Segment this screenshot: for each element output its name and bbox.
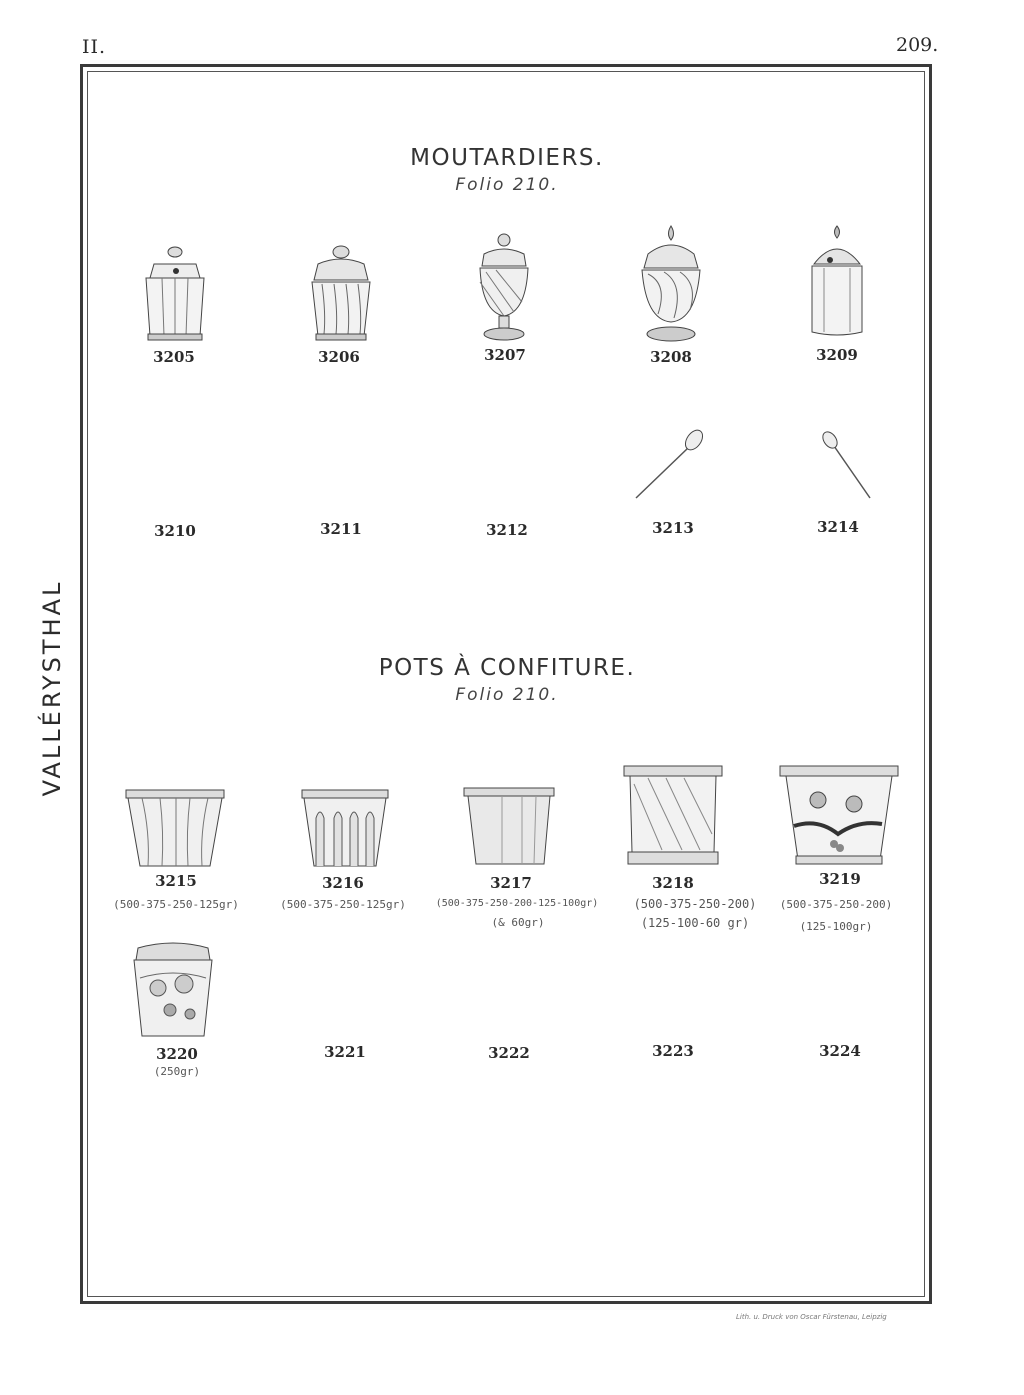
jam-pot-3217-drawing: [462, 786, 556, 868]
pots-folio: Folio 210.: [455, 685, 559, 705]
item-number-3205: 3205: [153, 348, 195, 366]
weights-3215: (500-375-250-125gr): [113, 898, 239, 911]
item-number-3216: 3216: [322, 874, 364, 892]
mustard-spoon-3213-drawing: [632, 426, 706, 502]
item-number-3217: 3217: [490, 874, 532, 892]
mustard-pot-3207-drawing: [474, 232, 534, 344]
jam-pot-3219-drawing: [778, 764, 900, 868]
item-number-3207: 3207: [484, 346, 526, 364]
moutardiers-title: MOUTARDIERS.: [410, 145, 604, 171]
weights-3218-line2: (125-100-60 gr): [640, 916, 750, 930]
mustard-pot-3208-drawing: [638, 224, 704, 344]
item-number-3210: 3210: [154, 522, 196, 540]
weights-3219-line1: (500-375-250-200): [779, 898, 893, 911]
item-number-3211: 3211: [320, 520, 362, 538]
weights-3217-line2: (& 60gr): [491, 916, 545, 929]
item-number-3219: 3219: [819, 870, 861, 888]
mustard-pot-3206-drawing: [306, 244, 376, 344]
moutardiers-folio: Folio 210.: [455, 175, 559, 195]
mustard-pot-3209-drawing: [806, 224, 868, 342]
brand-side-label: VALLÉRYSTHAL: [38, 579, 66, 797]
weights-3217-line1: (500-375-250-200-125-100gr): [435, 898, 599, 909]
weights-3218-line1: (500-375-250-200): [633, 897, 757, 911]
mustard-pot-3205-drawing: [140, 244, 210, 344]
jam-pot-3220-drawing: [130, 938, 216, 1040]
item-number-3222: 3222: [488, 1044, 530, 1062]
item-number-3209: 3209: [816, 346, 858, 364]
item-number-3220: 3220: [156, 1045, 198, 1063]
item-number-3212: 3212: [486, 521, 528, 539]
item-number-3214: 3214: [817, 518, 859, 536]
item-number-3223: 3223: [652, 1042, 694, 1060]
jam-pot-3216-drawing: [300, 788, 390, 870]
pots-title: POTS À CONFITURE.: [378, 655, 636, 681]
printer-credit: Lith. u. Druck von Oscar Fürstenau, Leipzig: [736, 1313, 887, 1321]
item-number-3224: 3224: [819, 1042, 861, 1060]
weights-3219-line2: (125-100gr): [799, 920, 873, 933]
item-number-3208: 3208: [650, 348, 692, 366]
page-number: 209.: [896, 34, 939, 56]
item-number-3213: 3213: [652, 519, 694, 537]
section-roman-numeral: II.: [82, 36, 107, 58]
jam-pot-3215-drawing: [124, 786, 226, 870]
item-number-3215: 3215: [155, 872, 197, 890]
mustard-spoon-3214-drawing: [818, 428, 874, 500]
item-number-3218: 3218: [652, 874, 694, 892]
weights-3220: (250gr): [153, 1065, 201, 1078]
item-number-3221: 3221: [324, 1043, 366, 1061]
item-number-3206: 3206: [318, 348, 360, 366]
jam-pot-3218-drawing: [622, 764, 724, 868]
weights-3216: (500-375-250-125gr): [280, 898, 406, 911]
